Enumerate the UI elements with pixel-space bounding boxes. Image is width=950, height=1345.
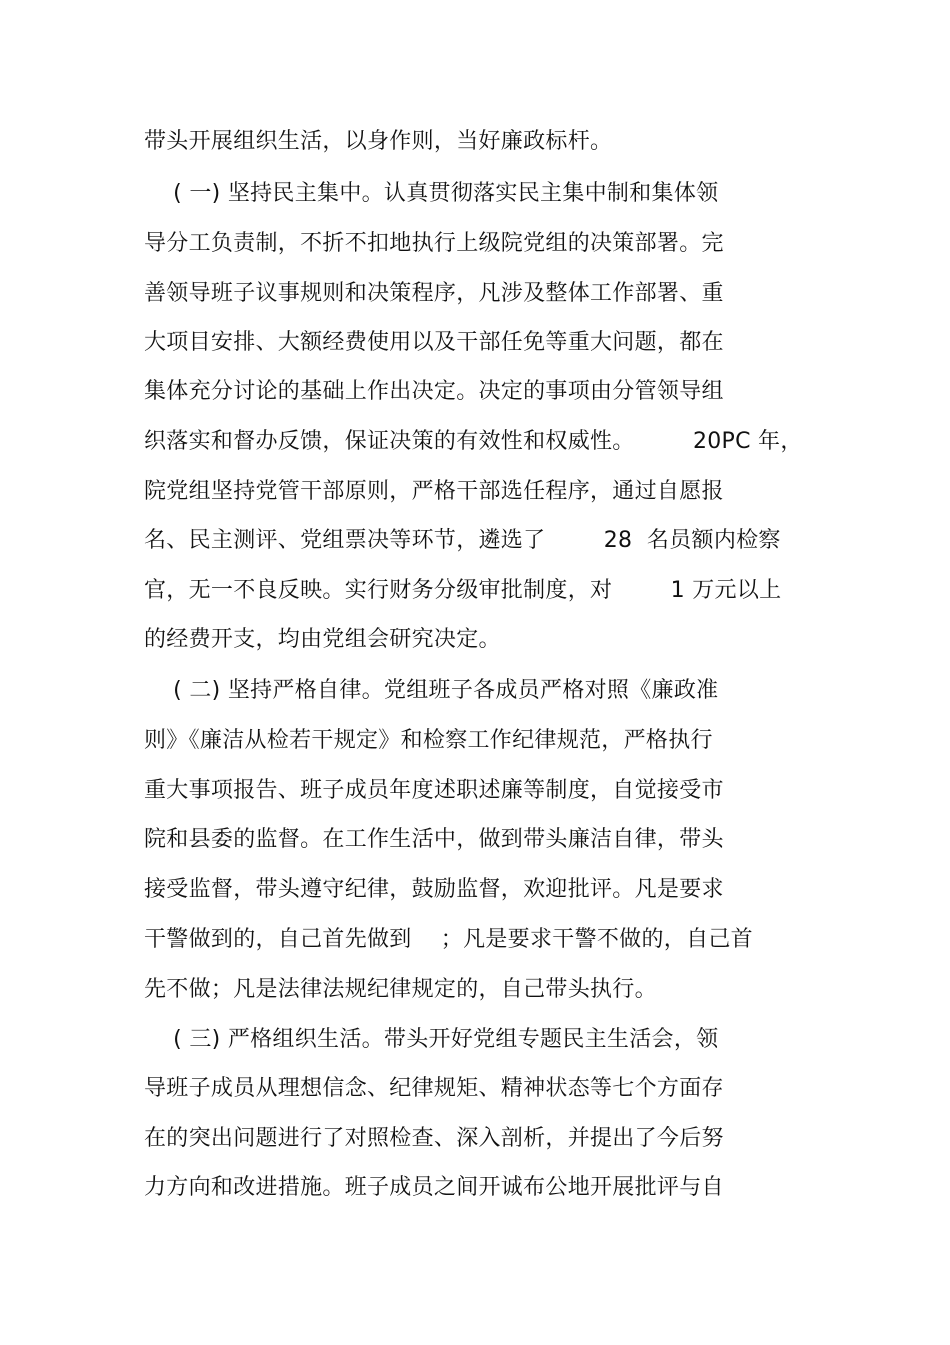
text-line: 集体充分讨论的基础上作出决定。决定的事项由分管领导组 <box>144 379 724 404</box>
text-line: 干警做到的，自己首先做到 ；凡是要求干警不做的，自己首 <box>144 927 753 952</box>
text-line: 大项目安排、大额经费使用以及干部任免等重大问题，都在 <box>144 330 724 355</box>
text-line: ( 三) 严格组织生活。带头开好党组专题民主生活会，领 <box>144 1027 719 1052</box>
text-line: 在的突出问题进行了对照检查、深入剖析，并提出了今后努 <box>144 1126 724 1151</box>
text-line: 导分工负责制，不折不扣地执行上级院党组的决策部署。完 <box>144 231 724 256</box>
text-line: 先不做；凡是法律法规纪律规定的，自己带头执行。 <box>144 977 657 1002</box>
text-line: 名、民主测评、党组票决等环节，遴选了 28 名员额内检察 <box>144 528 781 553</box>
text-line: 接受监督，带头遵守纪律，鼓励监督，欢迎批评。凡是要求 <box>144 877 724 902</box>
text-line: 织落实和督办反馈，保证决策的有效性和权威性。 20PC 年， <box>144 429 803 454</box>
text-line: 官，无一不良反映。实行财务分级审批制度，对 1 万元以上 <box>144 578 782 603</box>
text-line: 的经费开支，均由党组会研究决定。 <box>144 627 501 652</box>
text-line: ( 二) 坚持严格自律。党组班子各成员严格对照《廉政准 <box>144 678 719 703</box>
text-line: 带头开展组织生活，以身作则，当好廉政标杆。 <box>144 129 613 154</box>
text-line: 院党组坚持党管干部原则，严格干部选任程序，通过自愿报 <box>144 479 724 504</box>
text-line: 重大事项报告、班子成员年度述职述廉等制度，自觉接受市 <box>144 778 724 803</box>
text-line: ( 一) 坚持民主集中。认真贯彻落实民主集中制和集体领 <box>144 181 719 206</box>
text-line: 善领导班子议事规则和决策程序，凡涉及整体工作部署、重 <box>144 281 724 306</box>
text-line: 导班子成员从理想信念、纪律规矩、精神状态等七个方面存 <box>144 1076 724 1101</box>
text-line: 则》《廉洁从检若干规定》和检察工作纪律规范，严格执行 <box>144 728 713 753</box>
text-line: 力方向和改进措施。班子成员之间开诚布公地开展批评与自 <box>144 1175 724 1200</box>
text-line: 院和县委的监督。在工作生活中，做到带头廉洁自律，带头 <box>144 827 724 852</box>
